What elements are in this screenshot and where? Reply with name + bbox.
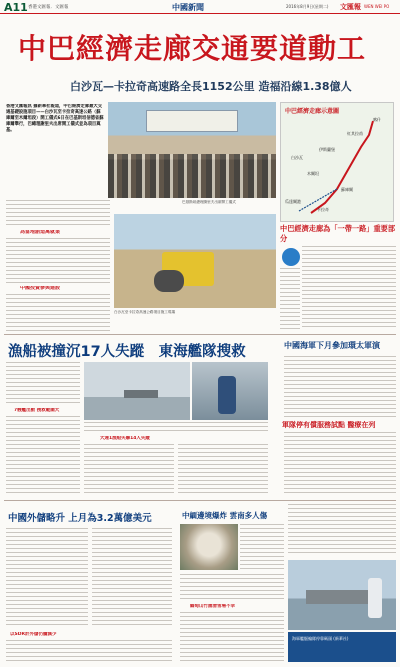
sailor (218, 376, 236, 414)
masthead-en: WEN WEI PO (364, 4, 390, 9)
roller-drum (154, 270, 184, 292)
navy-ship-photo (288, 560, 396, 630)
map-title: 中巴經濟走廊示意圖 (285, 108, 340, 115)
fx-subhead: 以SDR計外儲仍續減少 (10, 632, 57, 637)
ship-silhouette (124, 390, 158, 398)
fishing-body-4 (178, 444, 268, 496)
map-place-karachi: 卡拉奇 (317, 207, 329, 212)
warship (306, 590, 376, 604)
sidebar-body (302, 246, 396, 330)
sidebar-title: 中巴經濟走廊為「一帶一路」重要部分 (280, 224, 396, 243)
fx-body-1 (6, 528, 88, 628)
lead-body-col-1c (6, 294, 110, 334)
fishing-headline: 漁船被撞沉17人失蹤 東海艦隊搜救 (8, 344, 246, 360)
lead-subhead: 白沙瓦—卡拉奇高速路全長1152公里 造福沿線1.38億人 (70, 80, 352, 93)
lead-body-col-1 (6, 200, 110, 228)
navy-title: 中國海軍下月參加環太軍演 (284, 341, 380, 350)
fishing-caption (84, 422, 268, 432)
yunnan-body-3 (180, 612, 284, 662)
fishing-body-1 (6, 362, 80, 404)
fx-body-2 (92, 528, 172, 628)
lead-intro: 香港文匯報訊 據新華社報道，中巴經濟走廊最大交通基礎設施項目——白沙瓦至卡拉奇高速公路（蘇庫爾至木爾坦段）開工儀式6日在巴基斯坦信德省蘇庫爾舉行，巴總理謝里夫出席開工儀式並為項目奠基。 (6, 104, 104, 133)
page-id: A11 (4, 1, 28, 14)
map-place-gwadar: 瓜達爾港 (285, 199, 301, 204)
ship-photo (84, 362, 190, 420)
fishing-subhead-1: 7艘艦出動 搜救範圍大 (14, 408, 60, 413)
navy-body-2 (284, 432, 396, 496)
lead-headline: 中巴經濟走廊交通要道動工 (18, 32, 367, 65)
sailor-figure (368, 578, 382, 618)
map-place-multan: 木爾坦 (307, 171, 319, 176)
route-map (280, 102, 394, 222)
fishing-body-3 (84, 444, 174, 496)
lead-body-col-1b (6, 238, 110, 284)
banner (146, 110, 238, 132)
roadwork-photo (114, 214, 276, 308)
fx-headline: 中國外儲略升 上月為3.2萬億美元 (8, 513, 152, 524)
fx-body-3 (6, 640, 172, 662)
yunnan-subhead: 緬甸山竹園滑雪場不幸 (190, 604, 235, 609)
yunnan-body-2 (180, 574, 284, 602)
map-place-peshawar: 白沙瓦 (291, 155, 303, 160)
navy-body-3 (288, 504, 396, 556)
ship-caption: 海軍艦艇編隊停靠碼頭 (新華社) (292, 636, 349, 641)
header-date: 2016年8月9日(星期二) (286, 4, 329, 9)
photo-caption-1: 巴基斯坦總理謝里夫出席開工儀式 (182, 200, 236, 204)
yunnan-headline: 中緬邊境爆炸 雲南多人傷 (182, 511, 268, 520)
sidebar-body-2 (280, 268, 300, 330)
masthead: 文匯報 (340, 3, 361, 11)
divider-1 (4, 334, 396, 335)
fishing-body-2 (6, 416, 80, 496)
map-place-islamabad: 伊斯蘭堡 (319, 147, 335, 152)
map-place-kashgar: 喀什 (373, 117, 381, 122)
yunnan-body-1 (240, 524, 284, 570)
map-place-khunjerab: 紅其拉甫 (347, 131, 363, 136)
navy-subhead: 軍隊停有償服務試點 醫療在列 (282, 421, 376, 429)
lead-subhead-2: 中國投資參與建設 (20, 286, 61, 291)
lead-subhead-1: 為當地創造萬就業 (20, 230, 61, 235)
sailors-photo (192, 362, 268, 420)
divider-2 (4, 500, 396, 501)
fishing-subhead-2: 大連1漁船失聯14人失蹤 (100, 436, 150, 441)
map-place-sukkur: 蘇庫爾 (341, 187, 353, 192)
crowd (108, 154, 276, 198)
page-header (0, 0, 400, 14)
navy-body-1 (284, 356, 396, 418)
ceremony-photo (108, 102, 276, 198)
section-title: 中國新聞 (172, 3, 204, 12)
sidebar-badge (282, 248, 300, 266)
blast-photo (180, 524, 238, 570)
section-small-label: 香港文匯報．文匯報 (28, 5, 69, 10)
photo-caption-2: 白沙瓦至卡拉奇高速公路項目施工現場 (114, 310, 176, 314)
